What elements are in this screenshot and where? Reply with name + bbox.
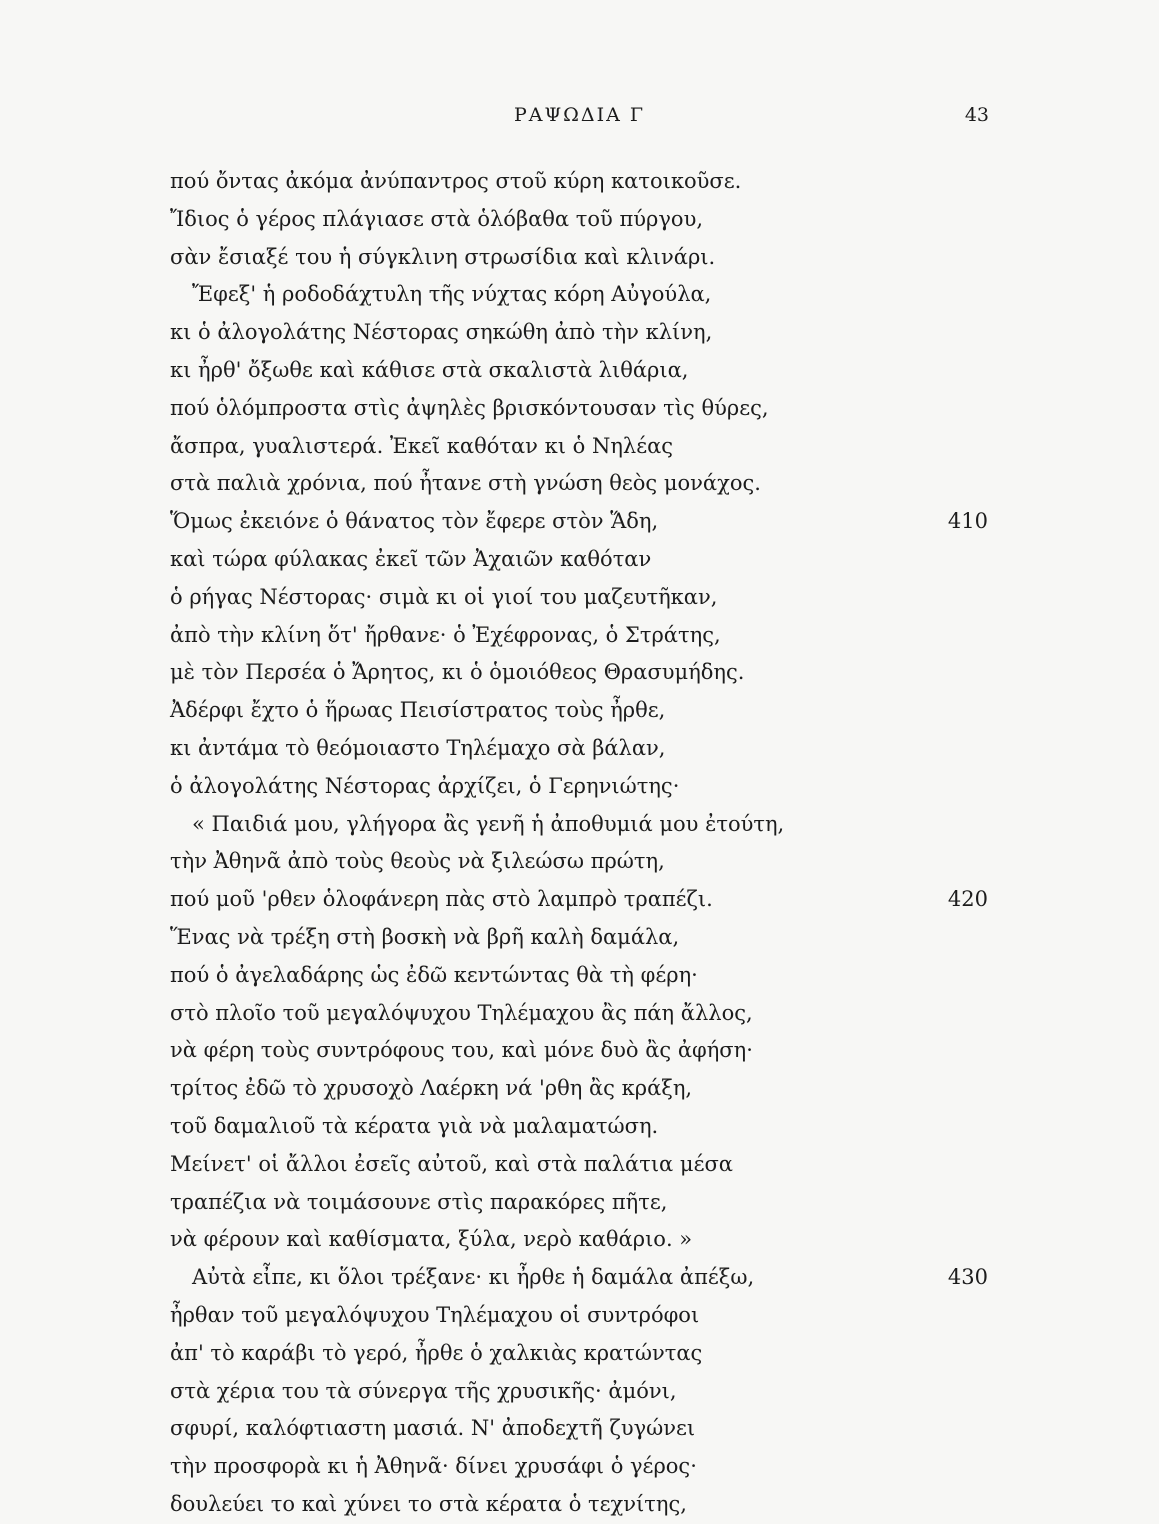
verse-text: δουλεύει το καὶ χύνει το στὰ κέρατα ὁ τεχνίτης, [170,1491,687,1516]
verse-line [170,428,990,466]
verse-line [170,1108,990,1146]
verse-line [170,1448,990,1486]
verse-text: τὴν Ἀθηνᾶ ἀπὸ τοὺς θεοὺς νὰ ξιλεώσω πρώτη, [170,849,665,874]
verse-text: Ὅμως ἐκειόνε ὁ θάνατος τὸν ἔφερε στὸν Ἅδη, [170,509,659,534]
verse-line [170,541,990,579]
page-number: 43 [964,104,989,126]
verse-text: ἀπ' τὸ καράβι τὸ γερό, ἦρθε ὁ χαλκιὰς κρατώντας [170,1340,703,1365]
verse-text: στὰ παλιὰ χρόνια, πού ἦτανε στὴ γνώση θεὸς μονάχος. [170,471,761,496]
verse-line [170,503,990,541]
verse-line [170,957,990,995]
verse-text: ὁ ρήγας Νέστορας· σιμὰ κι οἱ γιοί του μαζευτῆκαν, [170,584,718,609]
verse-text: πού μοῦ 'ρθεν ὁλοφάνερη πὰς στὸ λαμπρὸ τραπέζι. [170,887,713,912]
verse-text: νὰ φέρη τοὺς συντρόφους του, καὶ μόνε δυὸ ἂς ἀφήση· [170,1038,753,1063]
verse-text: πού ὁλόμπροστα στὶς ἀψηλὲς βρισκόντουσαν τὶς θύρες, [170,395,769,420]
verse-line [170,314,990,352]
verse-text: Ἔφεξ' ἡ ροδοδάχτυλη τῆς νύχτας κόρη Αὐγούλα, [192,282,712,307]
verse-line [170,1373,990,1411]
verse-text: σφυρί, καλόφτιαστη μασιά. Ν' ἀποδεχτῆ ζυγώνει [170,1416,696,1441]
verse-text: Ἀδέρφι ἔχτο ὁ ἥρωας Πεισίστρατος τοὺς ἦρθε, [170,698,666,723]
line-number: 430 [947,1265,988,1290]
verse-block [170,163,990,1524]
verse-text: κι ἦρθ' ὄξωθε καὶ κάθισε στὰ σκαλιστὰ λιθάρια, [170,357,689,382]
verse-line [170,881,990,919]
line-number: 410 [947,509,988,534]
verse-line [170,1335,990,1373]
verse-line [170,730,990,768]
verse-text: πού ὄντας ἀκόμα ἀνύπαντρος στοῦ κύρη κατοικοῦσε. [170,169,742,193]
verse-text: ἦρθαν τοῦ μεγαλόψυχου Τηλέμαχου οἱ συντρόφοι [170,1302,700,1327]
verse-line [170,692,990,730]
verse-line [170,806,990,844]
verse-text: ἄσπρα, γυαλιστερά. Ἐκεῖ καθόταν κι ὁ Νηλέας [170,433,674,458]
running-head [0,100,1159,130]
verse-line [170,465,990,503]
verse-line [170,617,990,655]
verse-line [170,1297,990,1335]
verse-text: ὁ ἀλογολάτης Νέστορας ἀρχίζει, ὁ Γερηνιώτης· [170,773,680,798]
verse-text: τρίτος ἐδῶ τὸ χρυσοχὸ Λαέρκη νά 'ρθη ἂς κράξη, [170,1076,693,1101]
verse-text: κι ἀντάμα τὸ θεόμοιαστο Τηλέμαχο σὰ βάλαν, [170,735,666,760]
verse-line [170,239,990,277]
verse-line [170,1146,990,1184]
verse-line [170,768,990,806]
verse-line [170,1221,990,1259]
verse-text: νὰ φέρουν καὶ καθίσματα, ξύλα, νερὸ καθάριο. » [170,1227,693,1252]
verse-text: πού ὁ ἀγελαδάρης ὡς ἐδῶ κεντώντας θὰ τὴ φέρη· [170,962,698,987]
verse-text: κι ὁ ἀλογολάτης Νέστορας σηκώθη ἀπὸ τὴν κλίνη, [170,320,713,345]
verse-text: καὶ τώρα φύλακας ἐκεῖ τῶν Ἀχαιῶν καθόταν [170,546,652,571]
chapter-title: ΡΑΨΩΔΙΑ Γ [513,104,646,126]
line-number: 420 [947,887,988,912]
verse-line [170,579,990,617]
verse-line [170,163,990,201]
verse-text: Ἕνας νὰ τρέξη στὴ βοσκὴ νὰ βρῆ καλὴ δαμάλα, [170,924,680,949]
verse-text: στὸ πλοῖο τοῦ μεγαλόψυχου Τηλέμαχου ἂς πάη ἄλλος, [170,1000,753,1025]
verse-text: « Παιδιά μου, γλήγορα ἂς γενῆ ἡ ἀποθυμιά μου ἐτούτη, [192,811,785,836]
verse-line [170,995,990,1033]
verse-line [170,843,990,881]
verse-line [170,1184,990,1222]
verse-line [170,1486,990,1524]
verse-line [170,1259,990,1297]
verse-line [170,390,990,428]
verse-line [170,1032,990,1070]
verse-line [170,919,990,957]
verse-text: Μείνετ' οἱ ἄλλοι ἐσεῖς αὐτοῦ, καὶ στὰ παλάτια μέσα [170,1151,733,1176]
verse-line [170,1070,990,1108]
verse-text: τὴν προσφορὰ κι ἡ Ἀθηνᾶ· δίνει χρυσάφι ὁ γέρος· [170,1454,697,1479]
verse-text: τραπέζια νὰ τοιμάσουνε στὶς παρακόρες πῆτε, [170,1189,668,1214]
verse-line [170,201,990,239]
verse-line [170,1410,990,1448]
verse-text: στὰ χέρια του τὰ σύνεργα τῆς χρυσικῆς· ἀμόνι, [170,1378,677,1403]
verse-line [170,654,990,692]
verse-text: μὲ τὸν Περσέα ὁ Ἄρητος, κι ὁ ὁμοιόθεος Θρασυμήδης. [170,660,745,685]
verse-line [170,276,990,314]
verse-text: Ἴδιος ὁ γέρος πλάγιασε στὰ ὁλόβαθα τοῦ πύργου, [170,206,704,231]
verse-text: ἀπὸ τὴν κλίνη ὅτ' ἤρθανε· ὁ Ἐχέφρονας, ὁ Στράτης, [170,622,721,647]
verse-text: σὰν ἔσιαξέ του ἡ σύγκλινη στρωσίδια καὶ κλινάρι. [170,244,716,269]
verse-line [170,352,990,390]
verse-text: τοῦ δαμαλιοῦ τὰ κέρατα γιὰ νὰ μαλαματώση. [170,1113,659,1138]
verse-text: Αὐτὰ εἶπε, κι ὅλοι τρέξανε· κι ἦρθε ἡ δαμάλα ἀπέξω, [192,1265,755,1290]
